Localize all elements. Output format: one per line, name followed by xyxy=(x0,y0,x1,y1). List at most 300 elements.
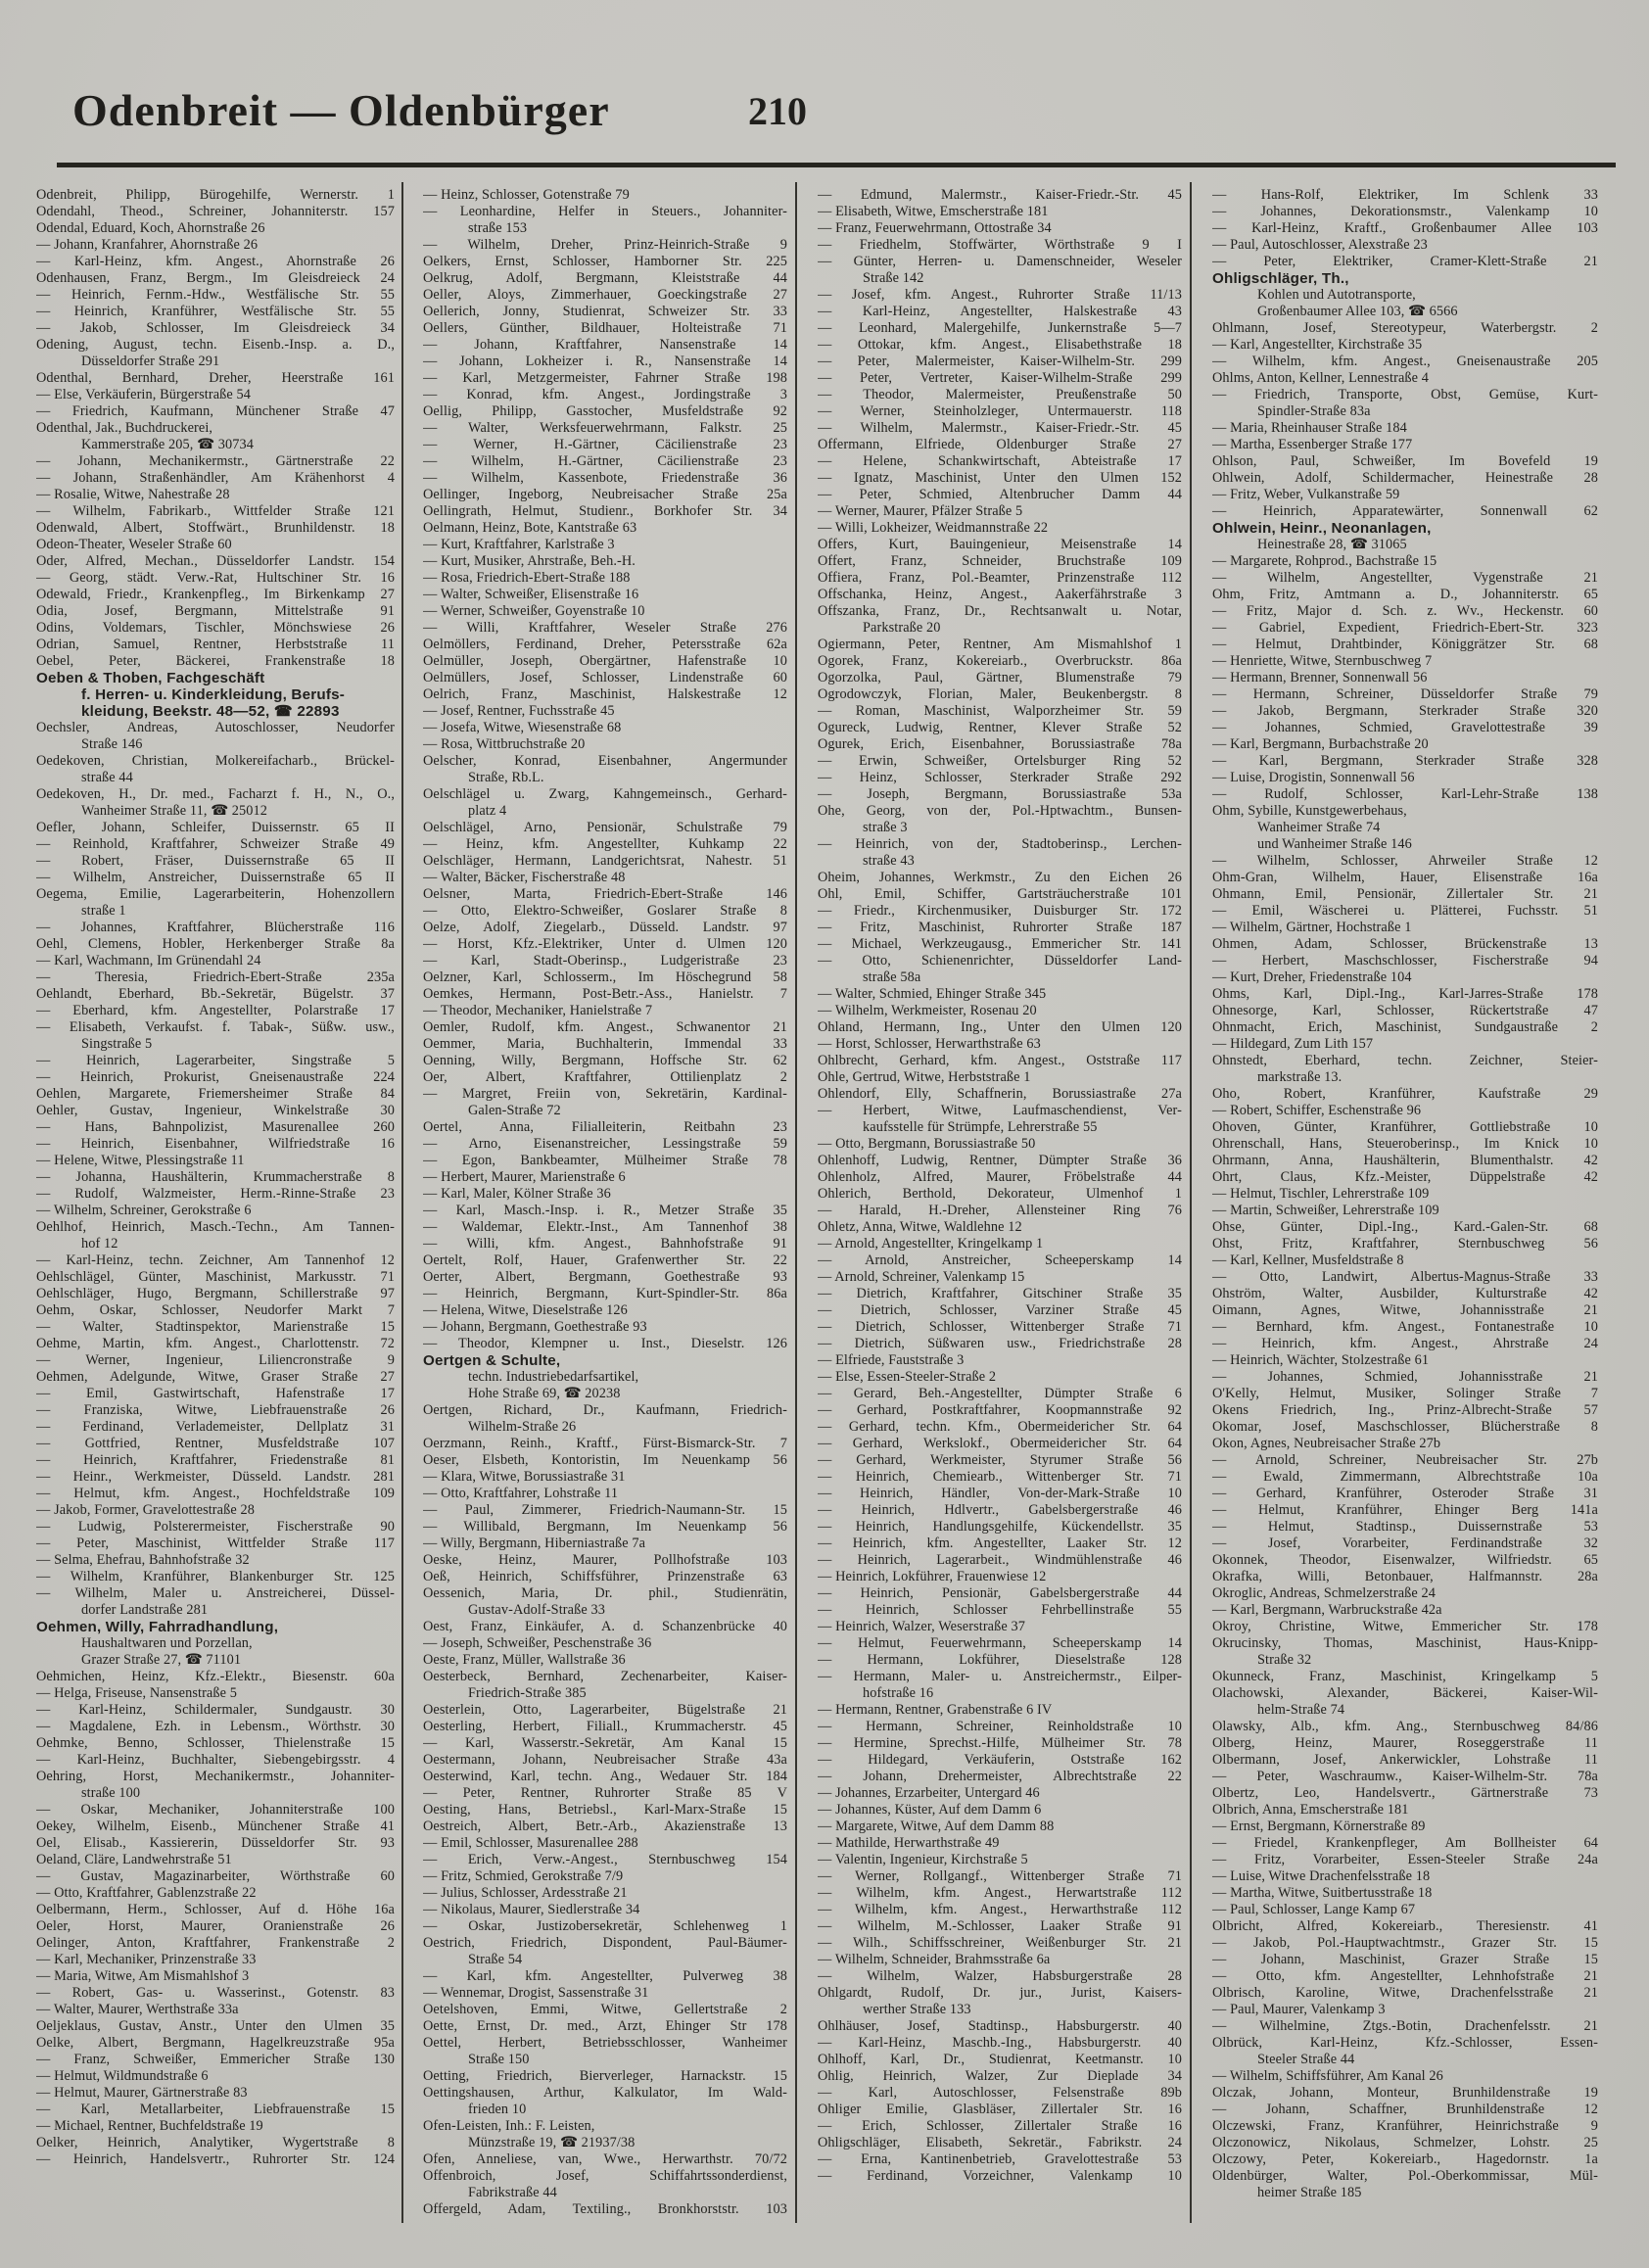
directory-line: Oesting, Hans, Betriebsl., Karl-Marx-Straße 15 xyxy=(423,1802,787,1818)
directory-line: — Heinrich, Händler, Von-der-Mark-Straße 10 xyxy=(818,1486,1182,1501)
directory-line: — Fritz, Maschinist, Ruhrorter Straße 187 xyxy=(818,920,1182,935)
directory-line: — Rudolf, Schlosser, Karl-Lehr-Straße 138 xyxy=(1212,786,1598,802)
directory-line: Oelker, Heinrich, Analytiker, Wygertstraße 8 xyxy=(36,2135,395,2150)
directory-line: — Dietrich, Schlosser, Wittenberger Straße 71 xyxy=(818,1319,1182,1335)
directory-line: — Johann, Bergmann, Goethestraße 93 xyxy=(423,1319,647,1335)
directory-line: Okens Friedrich, Ing., Prinz-Albrecht-Straße 57 xyxy=(1212,1402,1598,1418)
directory-line: Olczak, Johann, Monteur, Brunhildenstraße 19 xyxy=(1212,2085,1598,2101)
directory-line: — Josef, kfm. Angest., Ruhrorter Straße 11/13 xyxy=(818,287,1182,303)
directory-line: — Herbert, Witwe, Laufmaschendienst, Ver- xyxy=(818,1103,1182,1118)
directory-line: — Otto, Elektro-Schweißer, Goslarer Straße 8 xyxy=(423,903,787,919)
directory-line: — Wilhelm, Fabrikarb., Wittfelder Straße 121 xyxy=(36,503,395,519)
directory-line: — Joseph, Bergmann, Borussiastraße 53a xyxy=(818,786,1182,802)
page-header-title: Odenbreit — Oldenbürger xyxy=(72,85,610,135)
directory-line: — Karl-Heinz, Angestellter, Halskestraße 43 xyxy=(818,304,1182,319)
directory-line: — Elisabeth, Verkaufst. f. Tabak-, Süßw. usw., xyxy=(36,1019,395,1035)
directory-line: — Karl-Heinz, Kraftf., Großenbaumer Allee 103 xyxy=(1212,220,1598,236)
directory-line: — Josef, Rentner, Fuchsstraße 45 xyxy=(423,703,615,719)
directory-line: Oelrich, Franz, Maschinist, Halskestraße 12 xyxy=(423,686,787,702)
directory-line: Ohletz, Anna, Witwe, Waldlehne 12 xyxy=(818,1219,1022,1235)
directory-line: Oerter, Albert, Bergmann, Goethestraße 93 xyxy=(423,1269,787,1285)
column-3 xyxy=(818,187,1182,2185)
directory-line: — Otto, Schienenrichter, Düsseldorfer Land- xyxy=(818,953,1182,969)
directory-line: — Erwin, Schweißer, Ortelsburger Ring 52 xyxy=(818,753,1182,769)
directory-line: Odins, Voldemars, Tischler, Mönchswiese 26 xyxy=(36,620,395,636)
directory-line: — Helmut, Kranführer, Ehinger Berg 141a xyxy=(1212,1502,1598,1518)
directory-line: Oehmen, Adelgunde, Witwe, Graser Straße 27 xyxy=(36,1369,395,1385)
directory-line: Oho, Robert, Kranführer, Kaufstraße 29 xyxy=(1212,1086,1598,1102)
directory-line: — Hildegard, Zum Lith 157 xyxy=(1212,1036,1374,1052)
directory-line: Kammerstraße 205, ☎ 30734 xyxy=(81,437,254,452)
directory-line: — Gerhard, Werkslokf., Obermeidericher Str. 64 xyxy=(818,1436,1182,1451)
directory-line: Oelscher, Konrad, Eisenbahner, Angermunder xyxy=(423,753,787,769)
directory-line: — Walter, Schmied, Ehinger Straße 345 xyxy=(818,986,1047,1002)
directory-line: Ohliger Emilie, Glasbläser, Zillertaler Str. 16 xyxy=(818,2102,1182,2117)
directory-line: — Wilhelm, Anstreicher, Duissernstraße 65 II xyxy=(36,870,395,885)
directory-line: Ohlmann, Josef, Stereotypeur, Waterbergstr. 2 xyxy=(1212,320,1598,336)
directory-line: Oettingshausen, Arthur, Kalkulator, Im Wald- xyxy=(423,2085,787,2101)
directory-line: Oellig, Philipp, Gasstocher, Musfeldstraße 92 xyxy=(423,403,787,419)
directory-line: Oelsner, Marta, Friedrich-Ebert-Straße 146 xyxy=(423,886,787,902)
directory-line: — Helmut, kfm. Angest., Hochfeldstraße 109 xyxy=(36,1486,395,1501)
directory-line: Spindler-Straße 83a xyxy=(1257,403,1371,419)
directory-line: — Johannes, Dekorationsmstr., Valenkamp 10 xyxy=(1212,204,1598,219)
directory-line: — Maria, Witwe, Am Mismahlshof 3 xyxy=(36,1968,250,1984)
directory-line: Oel, Elisab., Kassiererin, Düsseldorfer Str. 93 xyxy=(36,1835,395,1851)
directory-line: Odenthal, Bernhard, Dreher, Heerstraße 161 xyxy=(36,370,395,386)
column-2 xyxy=(423,187,787,2218)
directory-line: Parkstraße 20 xyxy=(863,620,941,636)
directory-line: Grazer Straße 27, ☎ 71101 xyxy=(81,1652,242,1668)
directory-line: — Rosa, Friedrich-Ebert-Straße 188 xyxy=(423,570,631,586)
directory-line: — Kurt, Kraftfahrer, Karlstraße 3 xyxy=(423,537,615,552)
directory-line: — Heinrich, Handlungsgehilfe, Kückendellstr. 35 xyxy=(818,1519,1182,1535)
directory-line: Ohst, Fritz, Kraftfahrer, Sternbuschweg 56 xyxy=(1212,1236,1598,1252)
directory-line: Oessenich, Maria, Dr. phil., Studienrätin, xyxy=(423,1585,787,1601)
directory-line: Okon, Agnes, Neubreisacher Straße 27b xyxy=(1212,1436,1441,1451)
directory-line: — Julius, Schlosser, Ardesstraße 21 xyxy=(423,1885,628,1901)
directory-line: — Gabriel, Expedient, Friedrich-Ebert-Str. 323 xyxy=(1212,620,1598,636)
directory-line: — Hermann, Maler- u. Anstreichermstr., Eilper- xyxy=(818,1669,1182,1684)
directory-line: — Theresia, Friedrich-Ebert-Straße 235a xyxy=(36,969,395,985)
directory-line: Oebel, Peter, Bäckerei, Frankenstraße 18 xyxy=(36,653,395,669)
directory-line: — Karl, Stadt-Oberinsp., Ludgeristraße 23 xyxy=(423,953,787,969)
directory-line: Offert, Franz, Schneider, Bruchstraße 109 xyxy=(818,553,1182,569)
directory-line: Offszanka, Franz, Dr., Rechtsanwalt u. Notar, xyxy=(818,603,1182,619)
directory-line: — Erna, Kantinenbetrieb, Gravelottestraße 53 xyxy=(818,2151,1182,2167)
directory-line: Oegema, Emilie, Lagerarbeiterin, Hohenzollern xyxy=(36,886,395,902)
directory-line: — Rosalie, Witwe, Nahestraße 28 xyxy=(36,487,230,502)
directory-line: dorfer Landstraße 281 xyxy=(81,1602,209,1618)
directory-line: Oehlschlägel, Günter, Maschinist, Markusstr. 71 xyxy=(36,1269,395,1285)
directory-line: Oelkers, Ernst, Schlosser, Hamborner Str. 225 xyxy=(423,254,787,269)
directory-line: — Theodor, Malermeister, Preußenstraße 50 xyxy=(818,387,1182,402)
directory-line: hofstraße 16 xyxy=(863,1685,934,1701)
directory-line: Okrafka, Willi, Betonbauer, Halfmannstr. 28a xyxy=(1212,1569,1598,1584)
directory-line: Okroglic, Andreas, Schmelzerstraße 24 xyxy=(1212,1585,1437,1601)
directory-line: — Karl, Mechaniker, Prinzenstraße 33 xyxy=(36,1952,257,1967)
directory-line: Oeste, Franz, Müller, Wallstraße 36 xyxy=(423,1652,626,1668)
directory-line: — Ottokar, kfm. Angest., Elisabethstraße 18 xyxy=(818,337,1182,353)
directory-line: — Gerard, Beh.-Angestellter, Dümpter Straße 6 xyxy=(818,1386,1182,1401)
directory-line: Oest, Franz, Einkäufer, A. d. Schanzenbrücke 40 xyxy=(423,1619,787,1634)
directory-line: frieden 10 xyxy=(468,2102,527,2117)
directory-line: — Waldemar, Elektr.-Inst., Am Tannenhof 38 xyxy=(423,1219,787,1235)
directory-line: — Klara, Witwe, Borussiastraße 31 xyxy=(423,1469,626,1485)
directory-line: — Johannes, Schmied, Johannisstraße 21 xyxy=(1212,1369,1598,1385)
directory-line: — Valentin, Ingenieur, Kirchstraße 5 xyxy=(818,1852,1028,1867)
directory-line: — Josefa, Witwe, Wiesenstraße 68 xyxy=(423,720,622,735)
directory-line: — Gottfried, Rentner, Musfeldstraße 107 xyxy=(36,1436,395,1451)
directory-line: — Werner, Maurer, Pfälzer Straße 5 xyxy=(818,503,1023,519)
directory-line: — Heinrich, Walzer, Weserstraße 37 xyxy=(818,1619,1025,1634)
directory-line: — Johannes, Kraftfahrer, Blücherstraße 116 xyxy=(36,920,395,935)
directory-line: Oerzmann, Reinh., Kraftf., Fürst-Bismarck-Str. 7 xyxy=(423,1436,787,1451)
directory-line: Ogrodowczyk, Florian, Maler, Beukenbergstr. 8 xyxy=(818,686,1182,702)
directory-line: Odeon-Theater, Weseler Straße 60 xyxy=(36,537,232,552)
directory-line: — Martin, Schweißer, Lehrerstraße 109 xyxy=(1212,1203,1439,1218)
directory-line: — Franziska, Witwe, Liebfrauenstraße 26 xyxy=(36,1402,395,1418)
directory-line: — Johann, Drehermeister, Albrechtstraße 22 xyxy=(818,1769,1182,1784)
directory-line: — Hermann, Rentner, Grabenstraße 6 IV xyxy=(818,1702,1053,1718)
directory-line: kaufsstelle für Strümpfe, Lehrerstraße 55 xyxy=(863,1119,1098,1135)
directory-line: Oellerich, Jonny, Studienrat, Schweizer Str. 33 xyxy=(423,304,787,319)
directory-line: — Arnold, Schreiner, Valenkamp 15 xyxy=(818,1269,1025,1285)
directory-line: Oelmüller, Joseph, Obergärtner, Hafenstraße 10 xyxy=(423,653,787,669)
directory-line: — Heinrich, Lagerarbeiter, Singstraße 5 xyxy=(36,1053,395,1068)
directory-line: Ofen, Anneliese, van, Wwe., Herwarthstr. 70/72 xyxy=(423,2151,787,2167)
directory-line: Olawsky, Alb., kfm. Ang., Sternbuschweg 84/86 xyxy=(1212,1719,1598,1734)
directory-line: — Bernhard, kfm. Angest., Fontanestraße 10 xyxy=(1212,1319,1598,1335)
directory-line: Offermann, Elfriede, Oldenburger Straße 27 xyxy=(818,437,1182,452)
directory-line: Oehlschläger, Hugo, Bergmann, Schillerstraße 97 xyxy=(36,1286,395,1301)
directory-line: Oehlhof, Heinrich, Masch.-Techn., Am Tannen- xyxy=(36,1219,395,1235)
directory-line: Ohligschläger, Th., xyxy=(1212,270,1349,287)
directory-line: Oertgen & Schulte, xyxy=(423,1352,561,1369)
directory-line: Oehlandt, Eberhard, Bb.-Sekretär, Bügelstr. 37 xyxy=(36,986,395,1002)
directory-line: — Wilhelmine, Ztgs.-Botin, Drachenfelsstr. 21 xyxy=(1212,2018,1598,2034)
page-number: 210 xyxy=(748,89,807,133)
directory-line: Oehmen, Willy, Fahrradhandlung, xyxy=(36,1619,279,1635)
directory-line: Friedrich-Straße 385 xyxy=(468,1685,587,1701)
directory-line: Olbermann, Josef, Ankerwickler, Lohstraße 11 xyxy=(1212,1752,1598,1768)
directory-line: Oelbermann, Herm., Schlosser, Auf d. Höhe 16a xyxy=(36,1902,395,1917)
directory-line: Oldenbürger, Walter, Pol.-Oberkommissar, Mül- xyxy=(1212,2168,1598,2184)
directory-line: Oelzner, Karl, Schlosserm., Im Höschegrund 58 xyxy=(423,969,787,985)
directory-line: Großenbaumer Allee 103, ☎ 6566 xyxy=(1257,304,1458,319)
directory-line: Wilhelm-Straße 26 xyxy=(468,1419,577,1435)
directory-line: — Ignatz, Maschinist, Unter den Ulmen 152 xyxy=(818,470,1182,486)
directory-line: — Helmut, Maurer, Gärtnerstraße 83 xyxy=(36,2085,248,2101)
directory-line: — Johann, Maschinist, Grazer Straße 15 xyxy=(1212,1952,1598,1967)
directory-line: — Leonhard, Malergehilfe, Junkernstraße 5—7 xyxy=(818,320,1182,336)
column-4 xyxy=(1212,187,1598,2201)
directory-line: Ogorek, Franz, Kokereiarb., Overbruckstr. 86a xyxy=(818,653,1182,669)
directory-line: Oelze, Adolf, Ziegelarb., Düsseld. Landstr. 97 xyxy=(423,920,787,935)
directory-line: — Wilhelm, Walzer, Habsburgerstraße 28 xyxy=(818,1968,1182,1984)
directory-line: straße 1 xyxy=(81,903,126,919)
directory-line: — Fritz, Major d. Sch. z. Wv., Heckenstr. 60 xyxy=(1212,603,1598,619)
directory-line: kleidung, Beekstr. 48—52, ☎ 22893 xyxy=(81,703,340,720)
directory-line: — Eberhard, kfm. Angestellter, Polarstraße 17 xyxy=(36,1003,395,1018)
directory-line: Ohl, Emil, Schiffer, Gartsträucherstraße 101 xyxy=(818,886,1182,902)
directory-line: Oeller, Aloys, Zimmerhauer, Goeckingstraße 27 xyxy=(423,287,787,303)
directory-line: Ohlendorf, Elly, Schaffnerin, Borussiastraße 27a xyxy=(818,1086,1182,1102)
directory-line: — Wilhelm, Kranführer, Blankenburger Str. 125 xyxy=(36,1569,395,1584)
directory-line: — Günter, Herren- u. Damenschneider, Weseler xyxy=(818,254,1182,269)
directory-line: — Helmut, Tischler, Lehrerstraße 109 xyxy=(1212,1186,1430,1202)
directory-line: — Willy, Bergmann, Hiberniastraße 7a xyxy=(423,1536,646,1551)
directory-line: — Otto, Kraftfahrer, Lohstraße 11 xyxy=(423,1486,619,1501)
directory-line: — Elisabeth, Witwe, Emscherstraße 181 xyxy=(818,204,1049,219)
directory-line: Oellinger, Ingeborg, Neubreisacher Straße 25a xyxy=(423,487,787,502)
directory-line: — Otto, kfm. Angestellter, Lehnhofstraße 21 xyxy=(1212,1968,1598,1984)
directory-line: — Elfriede, Fauststraße 3 xyxy=(818,1352,965,1368)
directory-line: Oder, Alfred, Mechan., Düsseldorfer Landstr. 154 xyxy=(36,553,395,569)
directory-line: — Nikolaus, Maurer, Siedlerstraße 34 xyxy=(423,1902,640,1917)
directory-line: — Rosa, Wittbruchstraße 20 xyxy=(423,736,586,752)
directory-line: — Jakob, Pol.-Hauptwachtmstr., Grazer Str. 15 xyxy=(1212,1935,1598,1951)
directory-line: Olachowski, Alexander, Bäckerei, Kaiser-Wil- xyxy=(1212,1685,1598,1701)
directory-line: — Heinr., Werkmeister, Düsseld. Landstr. 281 xyxy=(36,1469,395,1485)
directory-line: — Karl, Metallarbeiter, Liebfrauenstraße 15 xyxy=(36,2102,395,2117)
directory-line: Ohe, Georg, von der, Pol.-Hptwachtm., Bunsen- xyxy=(818,803,1182,819)
directory-line: — Karl-Heinz, Schildermaler, Sundgaustr. 30 xyxy=(36,1702,395,1718)
directory-line: — Hermann, Schreiner, Düsseldorfer Straße 79 xyxy=(1212,686,1598,702)
directory-line: Oertel, Anna, Filialleiterin, Reitbahn 23 xyxy=(423,1119,787,1135)
directory-line: — Arno, Eisenanstreicher, Lessingstraße 59 xyxy=(423,1136,787,1152)
directory-line: — Else, Verkäuferin, Bürgerstraße 54 xyxy=(36,387,252,402)
directory-line: — Ernst, Bergmann, Körnerstraße 89 xyxy=(1212,1819,1426,1834)
directory-line: — Erich, Verw.-Angest., Sternbuschweg 154 xyxy=(423,1852,787,1867)
directory-line: — Heinrich, Schlosser Fehrbellinstraße 55 xyxy=(818,1602,1182,1618)
directory-line: — Wilhelm, Schreiner, Gerokstraße 6 xyxy=(36,1203,252,1218)
directory-line: — Rudolf, Walzmeister, Herm.-Rinne-Straße 23 xyxy=(36,1186,395,1202)
directory-line: — Heinrich, Prokurist, Gneisenaustraße 224 xyxy=(36,1069,395,1085)
directory-line: — Heinrich, von der, Stadtoberinsp., Lerchen- xyxy=(818,836,1182,852)
directory-line: — Wilhelm, Kassenbote, Friedenstraße 36 xyxy=(423,470,787,486)
directory-line: Oertelt, Rolf, Hauer, Grafenwerther Str. 22 xyxy=(423,1252,787,1268)
directory-line: — Hermine, Sprechst.-Hilfe, Mülheimer Str. 78 xyxy=(818,1735,1182,1751)
directory-line: — Karl, Kellner, Musfeldstraße 8 xyxy=(1212,1252,1404,1268)
directory-line: — Heinrich, Handelsvertr., Ruhrorter Str. 124 xyxy=(36,2151,395,2167)
directory-line: — Karl-Heinz, kfm. Angest., Ahornstraße 26 xyxy=(36,254,395,269)
directory-line: — Paul, Schlosser, Lange Kamp 67 xyxy=(1212,1902,1416,1917)
directory-line: — Helene, Witwe, Plessingstraße 11 xyxy=(36,1153,245,1168)
directory-line: Olczonowicz, Nikolaus, Schmelzer, Lohstr. 25 xyxy=(1212,2135,1598,2150)
directory-line: — Paul, Maurer, Valenkamp 3 xyxy=(1212,2002,1386,2017)
directory-line: — Johann, Straßenhändler, Am Krähenhorst 4 xyxy=(36,470,395,486)
directory-line: — Hermann, Lokführer, Dieselstraße 128 xyxy=(818,1652,1182,1668)
directory-line: Ogurek, Erich, Eisenbahner, Borussiastraße 78a xyxy=(818,736,1182,752)
directory-line: — Heinrich, Eisenbahner, Wilfriedstraße 16 xyxy=(36,1136,395,1152)
directory-line: — Jakob, Former, Gravelottestraße 28 xyxy=(36,1502,255,1518)
directory-line: — Roman, Maschinist, Walporzheimer Str. 59 xyxy=(818,703,1182,719)
directory-line: Oelschlägel u. Zwarg, Kahngemeinsch., Gerhard- xyxy=(423,786,787,802)
directory-line: — Kurt, Musiker, Ahrstraße, Beh.-H. xyxy=(423,553,636,569)
directory-line: — Wilhelm, Angestellter, Vygenstraße 21 xyxy=(1212,570,1598,586)
directory-line: — Walter, Schweißer, Elisenstraße 16 xyxy=(423,587,639,602)
directory-line: — Johannes, Küster, Auf dem Damm 6 xyxy=(818,1802,1042,1818)
directory-line: — Karl, Bergmann, Warbruckstraße 42a xyxy=(1212,1602,1442,1618)
directory-line: — Gerhard, Postkraftfahrer, Koopmannstraße 92 xyxy=(818,1402,1182,1418)
directory-line: Oenning, Willy, Bergmann, Hoffsche Str. 62 xyxy=(423,1053,787,1068)
directory-line: Ohle, Gertrud, Witwe, Herbststraße 1 xyxy=(818,1069,1031,1085)
directory-line: Oetting, Friedrich, Bierverleger, Harnackstr. 15 xyxy=(423,2068,787,2084)
directory-line: — Willibald, Bergmann, Im Neuenkamp 56 xyxy=(423,1519,787,1535)
directory-line: — Martha, Essenberger Straße 177 xyxy=(1212,437,1413,452)
directory-line: Oer, Albert, Kraftfahrer, Ottilienplatz 2 xyxy=(423,1069,787,1085)
directory-line: — Heinrich, Wächter, Stolzestraße 61 xyxy=(1212,1352,1430,1368)
directory-line: — Arnold, Angestellter, Kringelkamp 1 xyxy=(818,1236,1044,1252)
directory-line: — Karl-Heinz, Buchhalter, Siebengebirgsstr. 4 xyxy=(36,1752,395,1768)
directory-line: — Friedrich, Transporte, Obst, Gemüse, Kurt- xyxy=(1212,387,1598,402)
directory-line: — Arnold, Schreiner, Neubreisacher Str. 27b xyxy=(1212,1452,1598,1468)
directory-line: — Fritz, Weber, Vulkanstraße 59 xyxy=(1212,487,1400,502)
directory-line: — Walter, Maurer, Werthstraße 33a xyxy=(36,2002,239,2017)
directory-line: und Wanheimer Straße 146 xyxy=(1257,836,1412,852)
directory-line: Ohlenholz, Alfred, Maurer, Fröbelstraße 44 xyxy=(818,1169,1182,1185)
directory-line: Okonnek, Theodor, Eisenwalzer, Wilfriedstr. 65 xyxy=(1212,1552,1598,1568)
directory-line: Kohlen und Autotransporte, xyxy=(1257,287,1416,303)
directory-line: — Karl, Bergmann, Sterkrader Straße 328 xyxy=(1212,753,1598,769)
directory-line: Odendal, Eduard, Koch, Ahornstraße 26 xyxy=(36,220,265,236)
directory-line: — Heinz, Schlosser, Gotenstraße 79 xyxy=(423,187,630,203)
directory-line: Oehler, Gustav, Ingenieur, Winkelstraße 30 xyxy=(36,1103,395,1118)
directory-line: Oeser, Elsbeth, Kontoristin, Im Neuenkamp 56 xyxy=(423,1452,787,1468)
directory-line: Oelschlägel, Arno, Pensionär, Schulstraße 79 xyxy=(423,820,787,835)
directory-line: Odrian, Samuel, Rentner, Herbststraße 11 xyxy=(36,637,395,652)
directory-line: Ofen-Leisten, Inh.: F. Leisten, xyxy=(423,2118,595,2134)
directory-line: — Heinrich, Lokführer, Frauenwiese 12 xyxy=(818,1569,1047,1584)
directory-line: — Hildegard, Verkäuferin, Oststraße 162 xyxy=(818,1752,1182,1768)
directory-line: — Wilhelm, Werkmeister, Rosenau 20 xyxy=(818,1003,1037,1018)
directory-line: — Peter, Waschraumw., Kaiser-Wilhelm-Str. 78a xyxy=(1212,1769,1598,1784)
directory-line: Ohrt, Claus, Kfz.-Meister, Düppelstraße 42 xyxy=(1212,1169,1598,1185)
directory-line: — Karl, Masch.-Insp. i. R., Metzer Straße 35 xyxy=(423,1203,787,1218)
directory-line: — Karl, kfm. Angestellter, Pulverweg 38 xyxy=(423,1968,787,1984)
directory-line: Hohe Straße 69, ☎ 20238 xyxy=(468,1386,621,1401)
directory-line: Oesterlein, Otto, Lagerarbeiter, Bügelstraße 21 xyxy=(423,1702,787,1718)
directory-line: — Margret, Freiin von, Sekretärin, Kardinal- xyxy=(423,1086,787,1102)
directory-line: Olberg, Heinz, Maurer, Roseggerstraße 11 xyxy=(1212,1735,1598,1751)
directory-line: — Harald, H.-Dreher, Allensteiner Ring 76 xyxy=(818,1203,1182,1218)
directory-line: — Joseph, Schweißer, Peschenstraße 36 xyxy=(423,1635,652,1651)
directory-line: Offergeld, Adam, Textiling., Bronkhorststr. 103 xyxy=(423,2201,787,2217)
directory-line: — Jakob, Bergmann, Sterkrader Straße 320 xyxy=(1212,703,1598,719)
directory-line: — Arnold, Anstreicher, Scheeperskamp 14 xyxy=(818,1252,1182,1268)
directory-line: — Oskar, Justizobersekretär, Schlehenweg 1 xyxy=(423,1918,787,1934)
directory-line: — Helga, Friseuse, Nansenstraße 5 xyxy=(36,1685,237,1701)
directory-line: — Werner, Schweißer, Goyenstraße 10 xyxy=(423,603,645,619)
directory-line: — Hermann, Brenner, Sonnenwall 56 xyxy=(1212,670,1428,685)
directory-line: — Karl, Angestellter, Kirchstraße 35 xyxy=(1212,337,1423,353)
directory-line: Straße 150 xyxy=(468,2052,530,2067)
directory-line: — Heinrich, Apparatewärter, Sonnenwall 62 xyxy=(1212,503,1598,519)
directory-line: — Ferdinand, Vorzeichner, Valenkamp 10 xyxy=(818,2168,1182,2184)
directory-line: — Friedhelm, Stoffwärter, Wörthstraße 9 I xyxy=(818,237,1182,253)
directory-line: Odenwald, Albert, Stoffwärt., Brunhildenstr. 18 xyxy=(36,520,395,536)
directory-line: Okunneck, Franz, Maschinist, Kringelkamp 5 xyxy=(1212,1669,1598,1684)
directory-line: Ohström, Walter, Ausbilder, Kulturstraße 42 xyxy=(1212,1286,1598,1301)
directory-line: — Otto, Bergmann, Borussiastraße 50 xyxy=(818,1136,1036,1152)
directory-line: — Otto, Kraftfahrer, Gablenzstraße 22 xyxy=(36,1885,257,1901)
directory-line: — Peter, Maschinist, Wittfelder Straße 117 xyxy=(36,1536,395,1551)
directory-line: Olczowy, Peter, Kokereiarb., Hagedornstr. 1a xyxy=(1212,2151,1598,2167)
directory-line: O'Kelly, Helmut, Musiker, Solinger Straße 7 xyxy=(1212,1386,1598,1401)
directory-line: Oelmöllers, Ferdinand, Dreher, Petersstraße 62a xyxy=(423,637,787,652)
directory-line: Oettel, Herbert, Betriebsschlosser, Wanheimer xyxy=(423,2035,787,2051)
directory-line: — Franz, Schweißer, Emmericher Straße 130 xyxy=(36,2052,395,2067)
directory-line: — Helmut, Drahtbinder, Königgrätzer Str. 68 xyxy=(1212,637,1598,652)
directory-line: Oeler, Horst, Maurer, Oranienstraße 26 xyxy=(36,1918,395,1934)
directory-line: straße 43 xyxy=(863,853,915,869)
directory-line: — Johannes, Erzarbeiter, Untergard 46 xyxy=(818,1785,1040,1801)
directory-line: Singstraße 5 xyxy=(81,1036,153,1052)
directory-line: — Johanna, Haushälterin, Krummacherstraße 8 xyxy=(36,1169,395,1185)
directory-line: — Walter, Stadtinspektor, Marienstraße 15 xyxy=(36,1319,395,1335)
directory-line: — Erich, Schlosser, Zillertaler Straße 16 xyxy=(818,2118,1182,2134)
directory-line: — Margarete, Rohprod., Bachstraße 15 xyxy=(1212,553,1437,569)
directory-line: — Karl, Autoschlosser, Felsenstraße 89b xyxy=(818,2085,1182,2101)
directory-line: Ohlhoff, Karl, Dr., Studienrat, Keetmanstr. 10 xyxy=(818,2052,1182,2067)
directory-line: — Peter, Vertreter, Kaiser-Wilhelm-Straße 299 xyxy=(818,370,1182,386)
column-divider-1 xyxy=(401,182,403,2223)
directory-line: — Egon, Bankbeamter, Mülheimer Straße 78 xyxy=(423,1153,787,1168)
directory-line: — Ewald, Zimmermann, Albrechtstraße 10a xyxy=(1212,1469,1598,1485)
directory-line: — Henriette, Witwe, Sternbuschweg 7 xyxy=(1212,653,1433,669)
directory-line: — Gustav, Magazinarbeiter, Wörthstraße 60 xyxy=(36,1868,395,1884)
directory-line: — Kurt, Dreher, Friedenstraße 104 xyxy=(1212,969,1412,985)
directory-line: Odendahl, Theod., Schreiner, Johanniterstr. 157 xyxy=(36,204,395,219)
directory-line: Straße 146 xyxy=(81,736,143,752)
directory-line: — Luise, Drogistin, Sonnenwall 56 xyxy=(1212,770,1415,785)
directory-line: Oehme, Martin, kfm. Angest., Charlottenstr. 72 xyxy=(36,1336,395,1351)
directory-line: — Johannes, Schmied, Gravelottestraße 39 xyxy=(1212,720,1598,735)
directory-line: — Johann, Kranfahrer, Ahornstraße 26 xyxy=(36,237,259,253)
directory-line: Straße 142 xyxy=(863,270,924,286)
directory-line: Haushaltwaren und Porzellan, xyxy=(81,1635,253,1651)
directory-line: Ohnstedt, Eberhard, techn. Zeichner, Steier- xyxy=(1212,1053,1598,1068)
directory-line: Ohm-Gran, Wilhelm, Hauer, Elisenstraße 16a xyxy=(1212,870,1598,885)
directory-line: Oefler, Johann, Schleifer, Duissernstr. 65 II xyxy=(36,820,395,835)
directory-line: — Heinrich, Kranführer, Westfälische Str. 55 xyxy=(36,304,395,319)
directory-line: Ohlwein, Heinr., Neonanlagen, xyxy=(1212,520,1432,537)
directory-line: Okrucinsky, Thomas, Maschinist, Haus-Knipp- xyxy=(1212,1635,1598,1651)
directory-line: Olbertz, Leo, Handelsvertr., Gärtnerstraße 73 xyxy=(1212,1785,1598,1801)
directory-line: Oesterling, Herbert, Filiall., Krummacherstr. 45 xyxy=(423,1719,787,1734)
directory-line: — Karl-Heinz, techn. Zeichner, Am Tannenhof 12 xyxy=(36,1252,395,1268)
directory-line: — Hermann, Schreiner, Reinholdstraße 10 xyxy=(818,1719,1182,1734)
directory-line: — Johann, Mechanikermstr., Gärtnerstraße 22 xyxy=(36,453,395,469)
directory-line: Oehmke, Benno, Schlosser, Thielenstraße 15 xyxy=(36,1735,395,1751)
directory-line: straße 58a xyxy=(863,969,921,985)
directory-line: — Werner, Ingenieur, Liliencronstraße 9 xyxy=(36,1352,395,1368)
directory-line: — Mathilde, Herwarthstraße 49 xyxy=(818,1835,1000,1851)
directory-line: — Theodor, Klempner u. Inst., Dieselstr. 126 xyxy=(423,1336,787,1351)
directory-line: Oeben & Thoben, Fachgeschäft xyxy=(36,670,265,686)
directory-line: — Heinz, Schlosser, Sterkrader Straße 292 xyxy=(818,770,1182,785)
directory-line: heimer Straße 185 xyxy=(1257,2185,1362,2200)
directory-line: Oeljeklaus, Gustav, Anstr., Unter den Ulmen 35 xyxy=(36,2018,395,2034)
directory-line: — Helene, Schankwirtschaft, Abteistraße 17 xyxy=(818,453,1182,469)
directory-line: — Konrad, kfm. Angest., Jordingstraße 3 xyxy=(423,387,787,402)
directory-line: straße 44 xyxy=(81,770,133,785)
directory-line: — Leonhardine, Helfer in Steuers., Johanniter- xyxy=(423,204,787,219)
directory-line: — Helena, Witwe, Dieselstraße 126 xyxy=(423,1302,628,1318)
directory-line: Oelke, Albert, Bergmann, Hagelkreuzstraße 95a xyxy=(36,2035,395,2051)
directory-line: — Wennemar, Drogist, Sassenstraße 31 xyxy=(423,1985,649,2001)
